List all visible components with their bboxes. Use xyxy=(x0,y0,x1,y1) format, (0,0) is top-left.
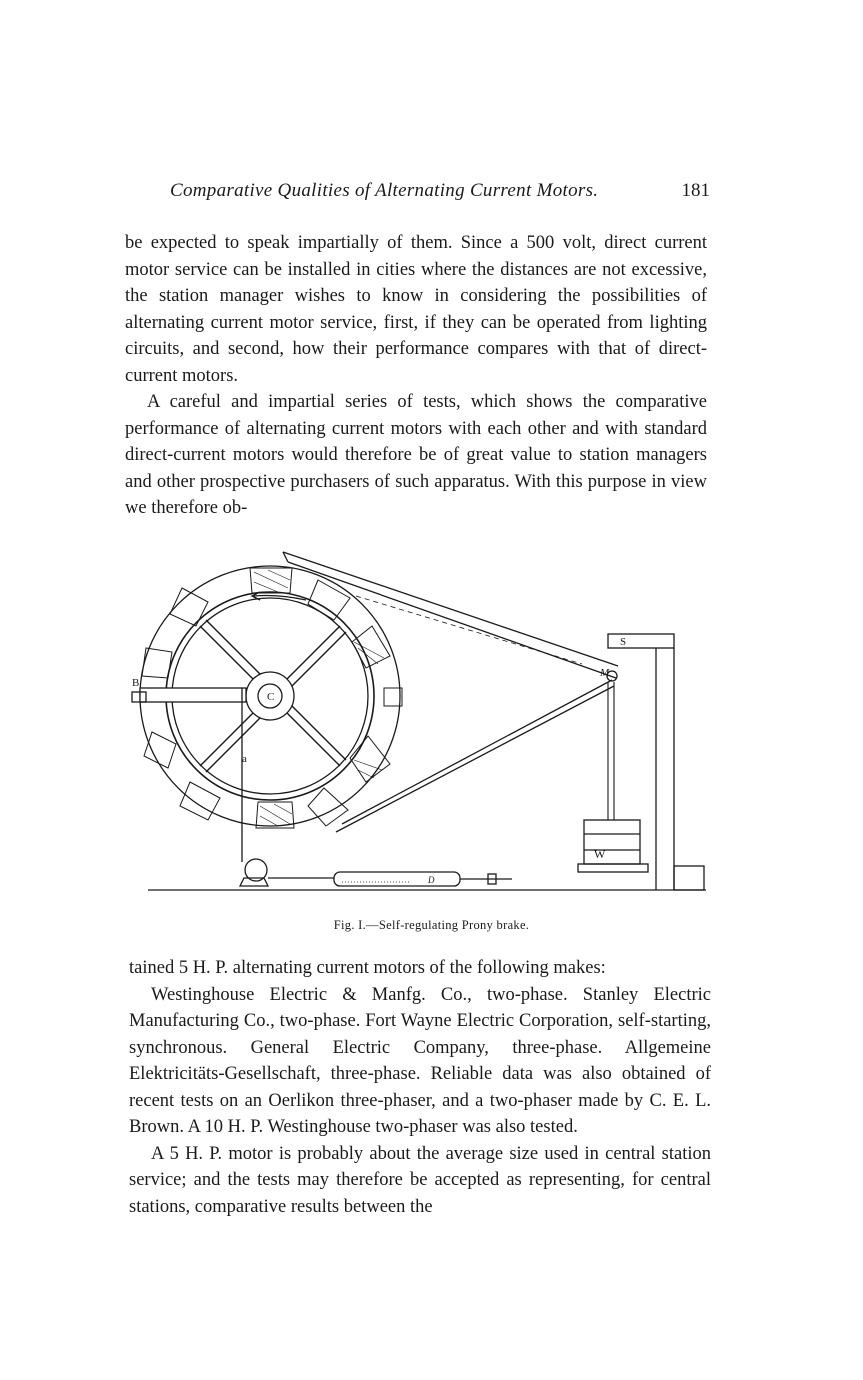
label-w: W xyxy=(594,847,606,861)
paragraph: Westinghouse Electric & Manfg. Co., two-phase. Stanley Electric Manufacturing Co., two-phase. Fort Wayne Electric Corporation, self-starting, synchronous. General Electric Company, three-phase. Allgemeine Elektricitäts-Gesellschaft, three-phase. Reliable data was also obtained of recent tests on an Oerlikon three-phaser, and a two-phaser made by C. E. L. Brown. A 10 H. P. Westinghouse two-phaser was also tested. xyxy=(129,984,711,1137)
weight-w xyxy=(584,820,640,864)
prony-brake-figure xyxy=(128,548,713,903)
pulley-base xyxy=(240,878,268,886)
lever-arm xyxy=(283,552,618,832)
crossbar-s xyxy=(608,634,674,648)
label-b: B xyxy=(132,677,140,689)
label-a: a xyxy=(242,753,247,765)
label-m: M xyxy=(600,667,610,679)
prony-brake-diagram xyxy=(128,548,713,903)
horizontal-arm xyxy=(140,688,246,702)
paragraph: be expected to speak impartially of them. Since a 500 volt, direct current motor service can be installed in cities where the distances are not excessive, the station manager wishes to know in considering the possibilities of alternating current motor service, first, if they can be operated from lighting circuits, and second, how their performance compares with that of direct-current motors. xyxy=(125,233,707,386)
paragraph: tained 5 H. P. alternating current motors of the following makes: xyxy=(129,958,606,978)
label-c: C xyxy=(267,691,275,703)
post-base xyxy=(674,866,704,890)
weight-platform xyxy=(578,864,648,872)
body-text-bottom xyxy=(129,955,711,1220)
running-header xyxy=(170,180,710,202)
running-title: Comparative Qualities of Alternating Current Motors. xyxy=(170,180,599,201)
label-s: S xyxy=(620,636,627,648)
paragraph: A careful and impartial series of tests, which shows the comparative performance of alternating current motors with each other and with standard direct-current motors would therefore be of great value to station managers and other prospective purchasers of such apparatus. With this purpose in view we therefore ob- xyxy=(125,392,707,518)
figure-caption: Fig. I.—Self-regulating Prony brake. xyxy=(333,918,530,932)
page-number: 181 xyxy=(681,180,710,201)
spring-balance-d xyxy=(334,872,460,886)
body-text-top xyxy=(125,230,707,522)
label-d: D xyxy=(428,875,435,885)
paragraph: A 5 H. P. motor is probably about the average size used in central station service; and the tests may therefore be accepted as representing, for central stations, comparative results between the xyxy=(129,1143,711,1217)
